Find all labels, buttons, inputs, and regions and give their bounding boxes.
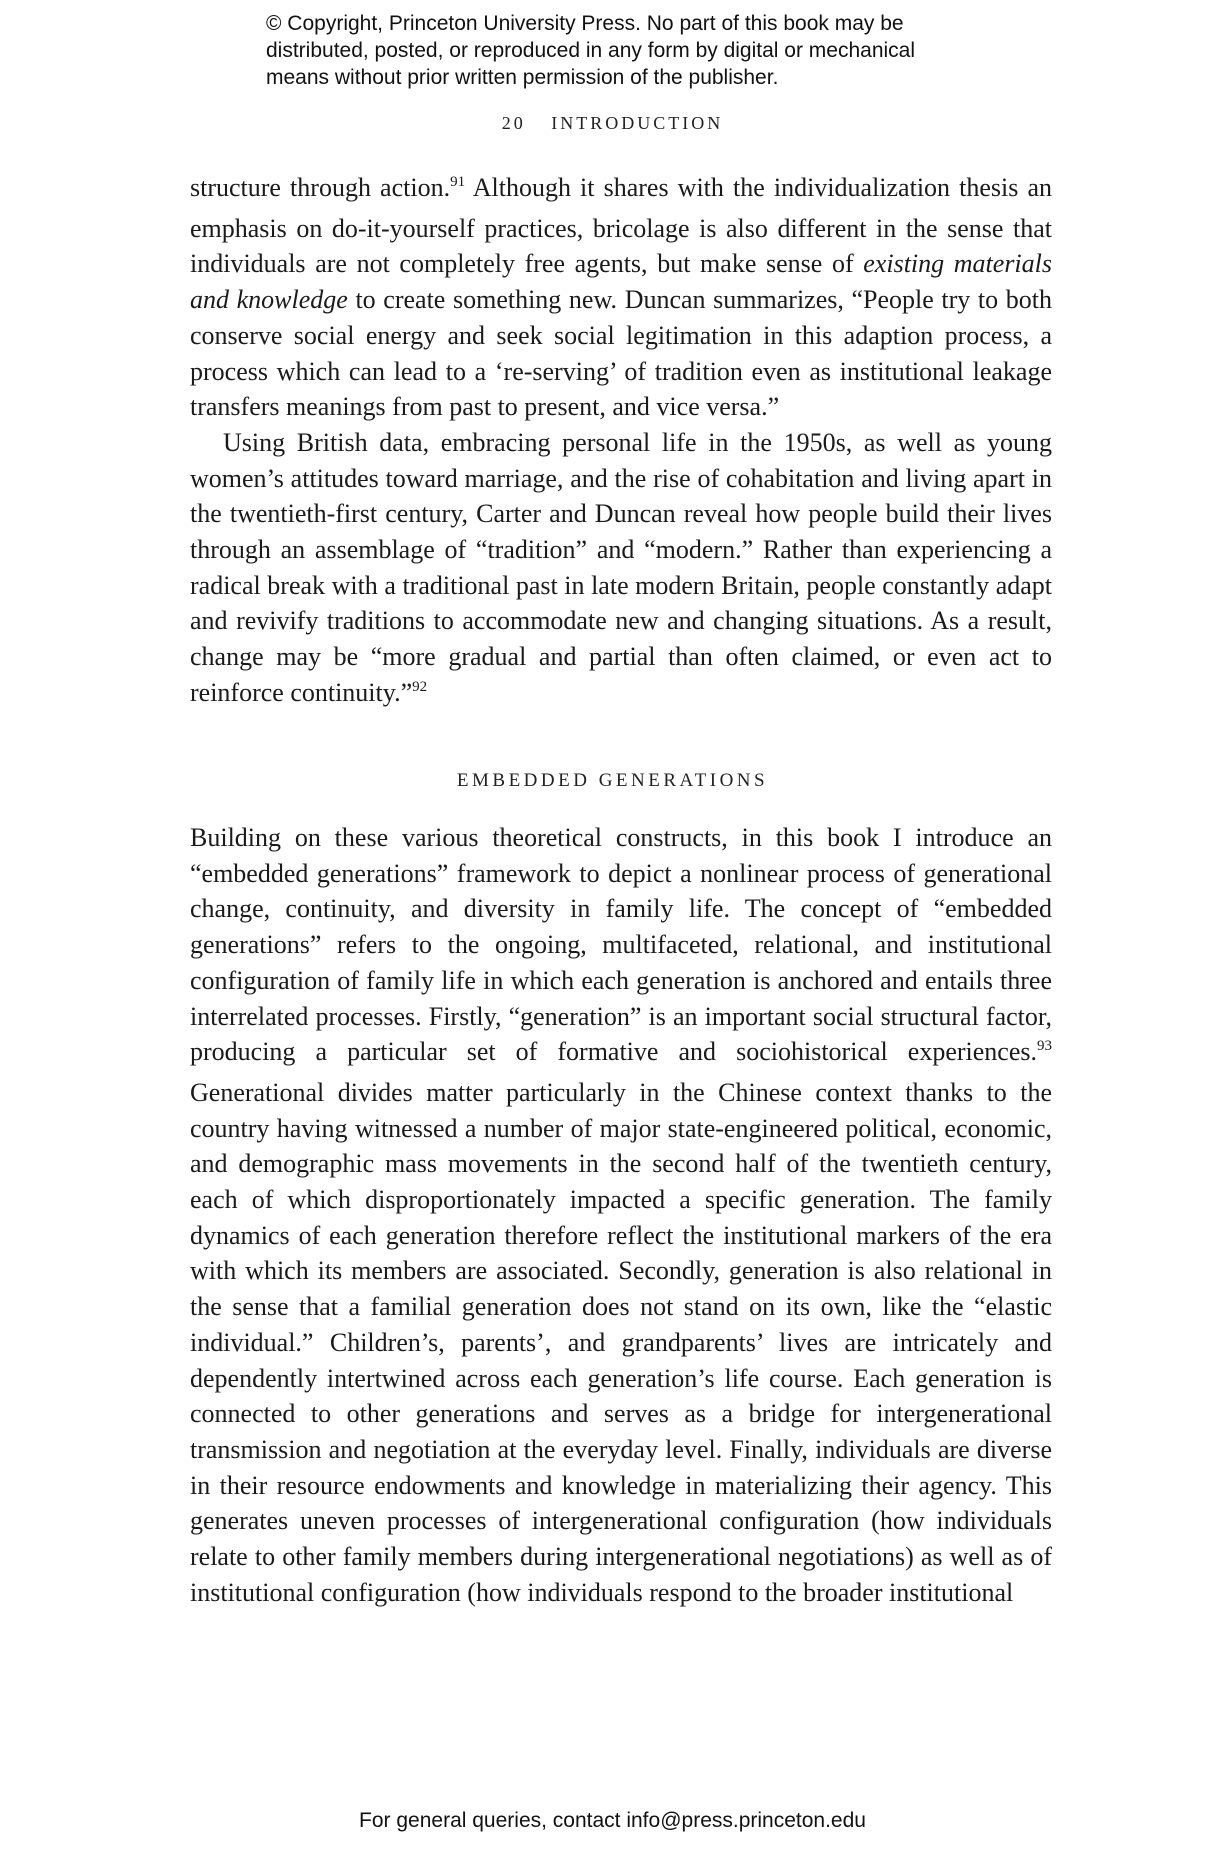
body-text-top xyxy=(190,170,1052,716)
copyright-notice xyxy=(266,10,1026,91)
running-head-title: INTRODUCTION xyxy=(551,113,724,133)
paragraph-3-text-a: Building on these various theoretical constructs, in this book I introduce an “embedded generations” framework to depict a nonlinear process of generational change, continuity, and diversity in family life. The concept of “embedded generations” refers to the ongoing, multifaceted, relational, and institutional configuration of family life in which each generation is anchored and entails three interrelated processes. Firstly, “generation” is an important social structural factor, producing a particular set of formative and sociohistorical experiences. xyxy=(190,823,1052,1067)
section-heading: EMBEDDED GENERATIONS xyxy=(456,770,769,791)
paragraph-3-text-b: Generational divides matter particularly in the Chinese context thanks to the country having witnessed a number of major state-engineered political, economic, and demographic mass movements in the second half of the twentieth century, each of which disproportionately impacted a specific generation. The family dynamics of each generation therefore reflect the institutional markers of the era with which its members are associated. Secondly, generation is also relational in the sense that a familial generation does not stand on its own, like the “elastic individual.” Children’s, parents’, and grandparents’ lives are intricately and dependently intertwined across each generation’s life course. Each generation is connected to other generations and serves as a bridge for intergenerational transmission and negotiation at the everyday level. Finally, individuals are diverse in their resource endowments and knowledge in materializing their agency. This generates uneven processes of intergenerational configuration (how individuals relate to other family members during intergenerational negotiations) as well as of institutional configuration (how individuals respond to the broader institutional xyxy=(190,1077,1052,1607)
copyright-line-3: means without prior written permission of the publisher. xyxy=(266,66,779,89)
footnote-ref-92[interactable]: 92 xyxy=(412,678,428,695)
page-number: 20 xyxy=(501,113,526,133)
paragraph-1-text-c: to create something new. Duncan summarizes, “People try to both conserve social energy and seek social legitimation in this adaption process, a process which can lead to a ‘re-serving’ of tradition even as institutional leakage transfers meanings from past to present, and vice versa.” xyxy=(190,285,1053,422)
paragraph-3 xyxy=(190,820,1052,1610)
paragraph-2 xyxy=(190,425,1052,716)
paragraph-1-text-b: Although it shares with the individualization thesis an emphasis on do-it-yourself practices, bricolage is also different in the sense that individuals are not completely free agents, but make sense of xyxy=(190,173,1053,279)
paragraph-1-text-a: structure through action. xyxy=(190,173,451,202)
footnote-ref-93[interactable]: 93 xyxy=(1037,1038,1052,1055)
body-text-bottom xyxy=(190,820,1052,1610)
paragraph-2-text: Using British data, embracing personal life in the 1950s, as well as young women’s attitudes toward marriage, and the rise of cohabitation and living apart in the twentieth-first century, Carter and Duncan reveal how people build their lives through an assemblage of “tradition” and “modern.” Rather than experiencing a radical break with a traditional past in late modern Britain, people constantly adapt and revivify traditions to accommodate new and changing situations. As a result, change may be “more gradual and partial than often claimed, or even act to reinforce continuity.” xyxy=(190,427,1052,707)
copyright-line-2: distributed, posted, or reproduced in any form by digital or mechanical xyxy=(266,39,916,62)
footnote-ref-91[interactable]: 91 xyxy=(450,174,466,190)
copyright-line-1: © Copyright, Princeton University Press. No part of this book may be xyxy=(266,12,904,35)
paragraph-1 xyxy=(190,170,1052,425)
paragraph-1-italic: existing materials and knowledge xyxy=(190,249,1052,315)
footer-contact: For general queries, contact info@press.princeton.edu xyxy=(359,1809,866,1832)
running-head xyxy=(0,113,1225,134)
